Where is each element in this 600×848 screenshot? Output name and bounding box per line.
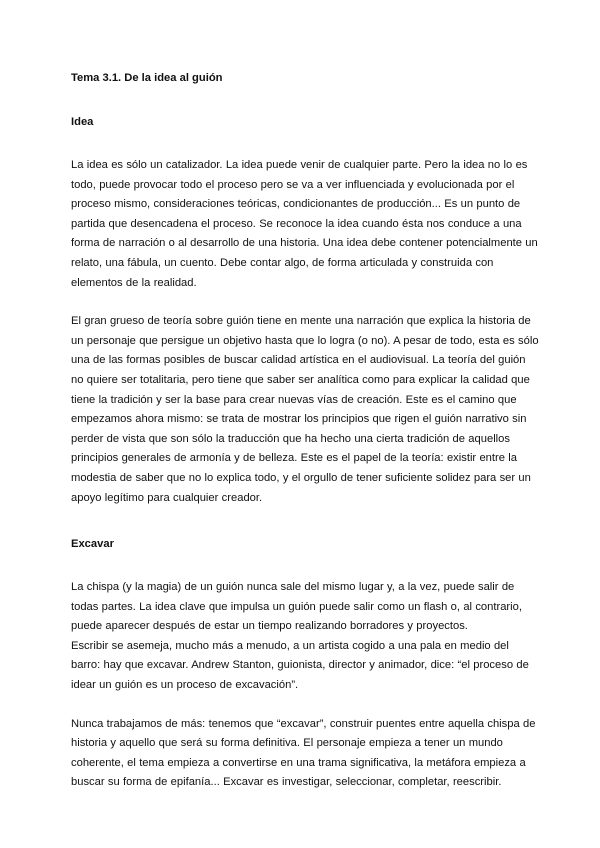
section-excavar [71,536,540,793]
document-title: Tema 3.1. De la idea al guión [71,72,223,84]
paragraph: El gran grueso de teoría sobre guión tiene en mente una narración que explica la historia de un personaje que persigue un objetivo hasta que lo logra (o no). A pesar de todo, esta es sólo una de las formas posibles de buscar calidad artística en el audiovisual. La teoría del guión no quiere ser totalitaria, pero tiene que saber ser analítica como para explicar la calidad que tiene la tradición y ser la base para crear nuevas vías de creación. Este es el camino que empezamos ahora mismo: se trata de mostrar los principios que rigen el guión narrativo sin perder de vista que son sólo la traducción que ha hecho una cierta tradición de aquellos principios generales de armonía y de belleza. Este es el papel de la teoría: existir entre la modestia de saber que no lo explica todo, y el orgullo de tener suficiente solidez para ser un apoyo legítimo para cualquier creador. [71,315,539,504]
section-heading-excavar: Excavar [71,538,114,551]
paragraph: Escribir se asemeja, mucho más a menudo, a un artista cogido a una pala en medio del barro: hay que excavar. Andrew Stanton, guionista, director y animador, dice: “el proceso de idear un guión es un proceso de excavación”. [71,639,529,692]
paragraph: Nunca trabajamos de más: tenemos que “excavar”, construir puentes entre aquella chispa de historia y aquello que será su forma definitiva. El personaje empieza a tener un mundo coherente, el tema empieza a convertirse en una trama significativa, la metáfora empieza a buscar su forma de epifanía... Excavar es investigar, seleccionar, completar, reescribir. [71,717,536,789]
section-heading-idea: Idea [71,116,94,128]
paragraph: La idea es sólo un catalizador. La idea puede venir de cualquier parte. Pero la idea no lo es todo, puede provocar todo el proceso pero se va a ver influenciada y evolucionada por el proceso mismo, consideraciones teóricas, condicionantes de producción... Es un punto de partida que desencadena el proceso. Se reconoce la idea cuando ésta nos conduce a una forma de narración o al desarrollo de una historia. Una idea debe contener potencialmente un relato, una fábula, un cuento. Debe contar algo, de forma articulada y construida con elementos de la realidad. [71,159,538,289]
paragraph: La chispa (y la magia) de un guión nunca sale del mismo lugar y, a la vez, puede salir de todas partes. La idea clave que impulsa un guión puede salir como un flash o, al contrario, puede aparecer después de estar un tiempo realizando borradores y proyectos. [71,581,522,633]
section-idea [71,114,540,508]
